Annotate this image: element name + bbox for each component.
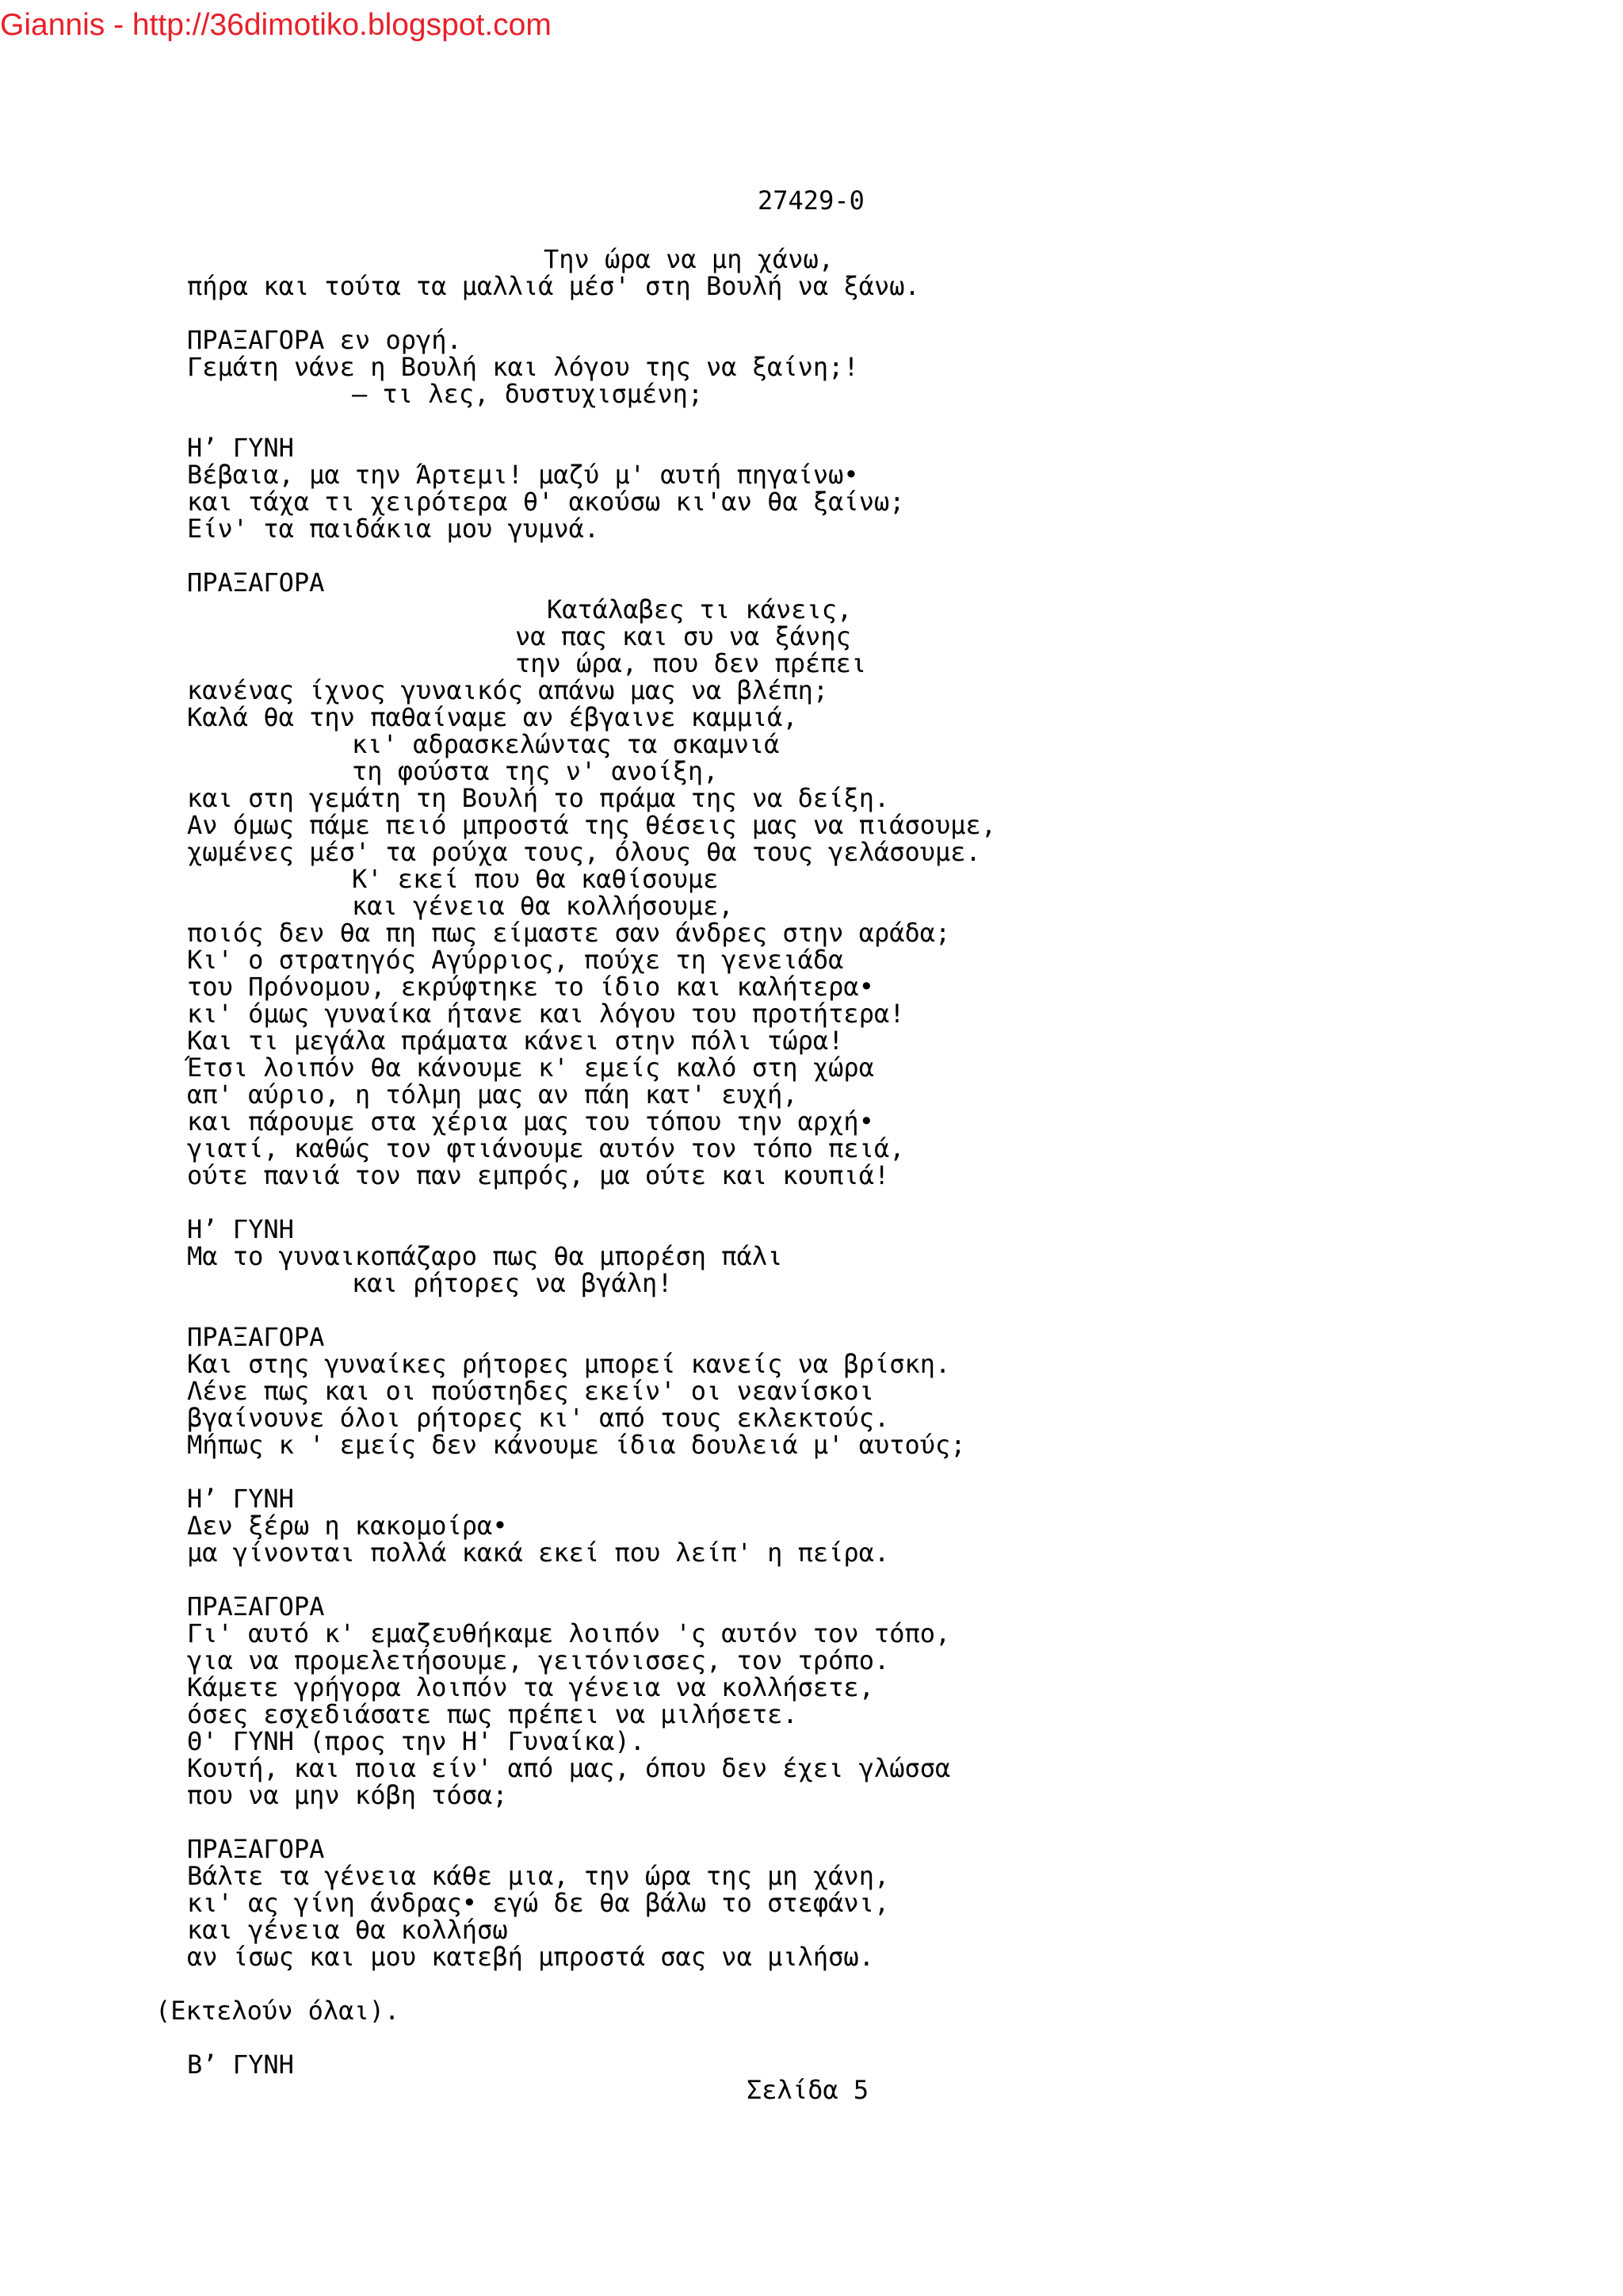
script-line: ούτε πανιά τον παν εμπρός, μα ούτε και κουπιά! <box>187 1160 890 1190</box>
script-line: και πάρουμε στα χέρια μας του τόπου την αρχή• <box>187 1106 874 1137</box>
script-line: Βάλτε τα γένεια κάθε μια, την ώρα της μη χάνη, <box>187 1861 890 1891</box>
script-line: Έτσι λοιπόν θα κάνουμε κ' εμείς καλό στη χώρα <box>187 1052 874 1083</box>
script-line: κι' ας γίνη άνδρας• εγώ δε θα βάλω το στεφάνι, <box>187 1888 890 1918</box>
script-line: ποιός δεν θα πη πως είμαστε σαν άνδρες στην αράδα; <box>187 918 951 948</box>
script-line: Γεμάτη νάνε η Βουλή και λόγου της να ξαίνη;! <box>187 352 859 382</box>
script-line: Και τι μεγάλα πράματα κάνει στην πόλι τώρα! <box>187 1026 844 1056</box>
document-code: 27429-0 <box>758 185 865 216</box>
script-line: Μα το γυναικοπάζαρο πως θα μπορέση πάλι <box>187 1241 783 1271</box>
script-line: ΠΡΑΞΑΓΟΡΑ <box>187 1834 325 1864</box>
script-line: Κάμετε γρήγορα λοιπόν τα γένεια να κολλήσετε, <box>187 1672 874 1702</box>
script-line: για να προμελετήσουμε, γειτόνισσες, τον τρόπο. <box>187 1645 890 1675</box>
script-line: Μήπως κ ' εμείς δεν κάνουμε ίδια δουλειά μ' αυτούς; <box>187 1430 966 1460</box>
script-line: κι' αδρασκελώντας τα σκαμνιά <box>352 729 780 759</box>
script-line: Την ώρα να μη χάνω, <box>544 244 834 274</box>
script-line: Β’ ΓΥΝΗ <box>187 2050 294 2080</box>
script-line: Γι' αυτό κ' εμαζευθήκαμε λοιπόν 'ς αυτόν τον τόπο, <box>187 1618 951 1648</box>
script-line: να πας και συ να ξάνης <box>515 621 851 651</box>
blog-header-link[interactable]: Giannis - http://36dimotiko.blogspot.com <box>0 8 552 42</box>
script-line: Η’ ΓΥΝΗ <box>187 433 294 463</box>
script-line: κανένας ίχνος γυναικός απάνω μας να βλέπη; <box>187 675 829 705</box>
script-line: αν ίσως και μου κατεβή μπροστά σας να μιλήσω. <box>187 1942 874 1972</box>
script-line: μα γίνονται πολλά κακά εκεί που λείπ' η πείρα. <box>187 1538 890 1568</box>
script-line: και γένεια θα κολλήσουμε, <box>352 891 734 921</box>
script-line: και ρήτορες να βγάλη! <box>352 1268 673 1298</box>
script-line: του Πρόνομου, εκρύφτηκε το ίδιο και καλήτερα• <box>187 972 874 1002</box>
script-line: Θ' ΓΥΝΗ (προς την Η' Γυναίκα). <box>187 1726 645 1756</box>
script-line: όσες εσχεδιάσατε πως πρέπει να μιλήσετε. <box>187 1699 798 1729</box>
script-line: – τι λες, δυστυχισμένη; <box>352 379 704 409</box>
script-line: τη φούστα της ν' ανοίξη, <box>352 756 719 786</box>
script-line: ΠΡΑΞΑΓΟΡΑ <box>187 1322 325 1352</box>
script-line: χωμένες μέσ' τα ρούχα τους, όλους θα τους γελάσουμε. <box>187 837 981 867</box>
script-line: (Εκτελούν όλαι). <box>155 1996 400 2026</box>
script-line: Κατάλαβες τι κάνεις, <box>547 594 853 625</box>
script-line: Η’ ΓΥΝΗ <box>187 1214 294 1244</box>
script-line: Βέβαια, μα την Άρτεμι! μαζύ μ' αυτή πηγαίνω• <box>187 460 859 490</box>
script-line: απ' αύριο, η τόλμη μας αν πάη κατ' ευχή, <box>187 1079 798 1110</box>
page-number: Σελίδα 5 <box>747 2075 869 2105</box>
script-line: πήρα και τούτα τα μαλλιά μέσ' στη Βουλή να ξάνω. <box>187 271 920 301</box>
script-line: Η’ ΓΥΝΗ <box>187 1484 294 1514</box>
script-line: βγαίνουνε όλοι ρήτορες κι' από τους εκλεκτούς. <box>187 1403 890 1433</box>
script-line: ΠΡΑΞΑΓΟΡΑ <box>187 567 325 598</box>
script-line: Αν όμως πάμε πειό μπροστά της θέσεις μας να πιάσουμε, <box>187 810 997 840</box>
script-line: Κ' εκεί που θα καθίσουμε <box>352 864 719 894</box>
script-line: κι' όμως γυναίκα ήτανε και λόγου του προτήτερα! <box>187 999 905 1029</box>
script-line: Λένε πως και οι πούστηδες εκείν' οι νεανίσκοι <box>187 1376 874 1406</box>
script-line: Και στης γυναίκες ρήτορες μπορεί κανείς να βρίσκη. <box>187 1349 951 1379</box>
script-line: Είν' τα παιδάκια μου γυμνά. <box>187 514 600 544</box>
script-line: και τάχα τι χειρότερα θ' ακούσω κι'αν θα ξαίνω; <box>187 487 905 517</box>
script-line: την ώρα, που δεν πρέπει <box>515 648 867 678</box>
script-line: και γένεια θα κολλήσω <box>187 1915 508 1945</box>
script-line: που να μην κόβη τόσα; <box>187 1780 508 1810</box>
script-line: γιατί, καθώς τον φτιάνουμε αυτόν τον τόπο πειά, <box>187 1133 905 1163</box>
script-line: ΠΡΑΞΑΓΟΡΑ εν οργή. <box>187 325 462 355</box>
script-line: Κι' ο στρατηγός Αγύρριος, πούχε τη γενειάδα <box>187 945 844 975</box>
script-line: Κουτή, και ποια είν' από μας, όπου δεν έχει γλώσσα <box>187 1753 951 1783</box>
script-line: Καλά θα την παθαίναμε αν έβγαινε καμμιά, <box>187 702 798 732</box>
script-line: και στη γεμάτη τη Βουλή το πράμα της να δείξη. <box>187 783 890 813</box>
script-line: ΠΡΑΞΑΓΟΡΑ <box>187 1591 325 1622</box>
script-line: Δεν ξέρω η κακομοίρα• <box>187 1511 508 1541</box>
